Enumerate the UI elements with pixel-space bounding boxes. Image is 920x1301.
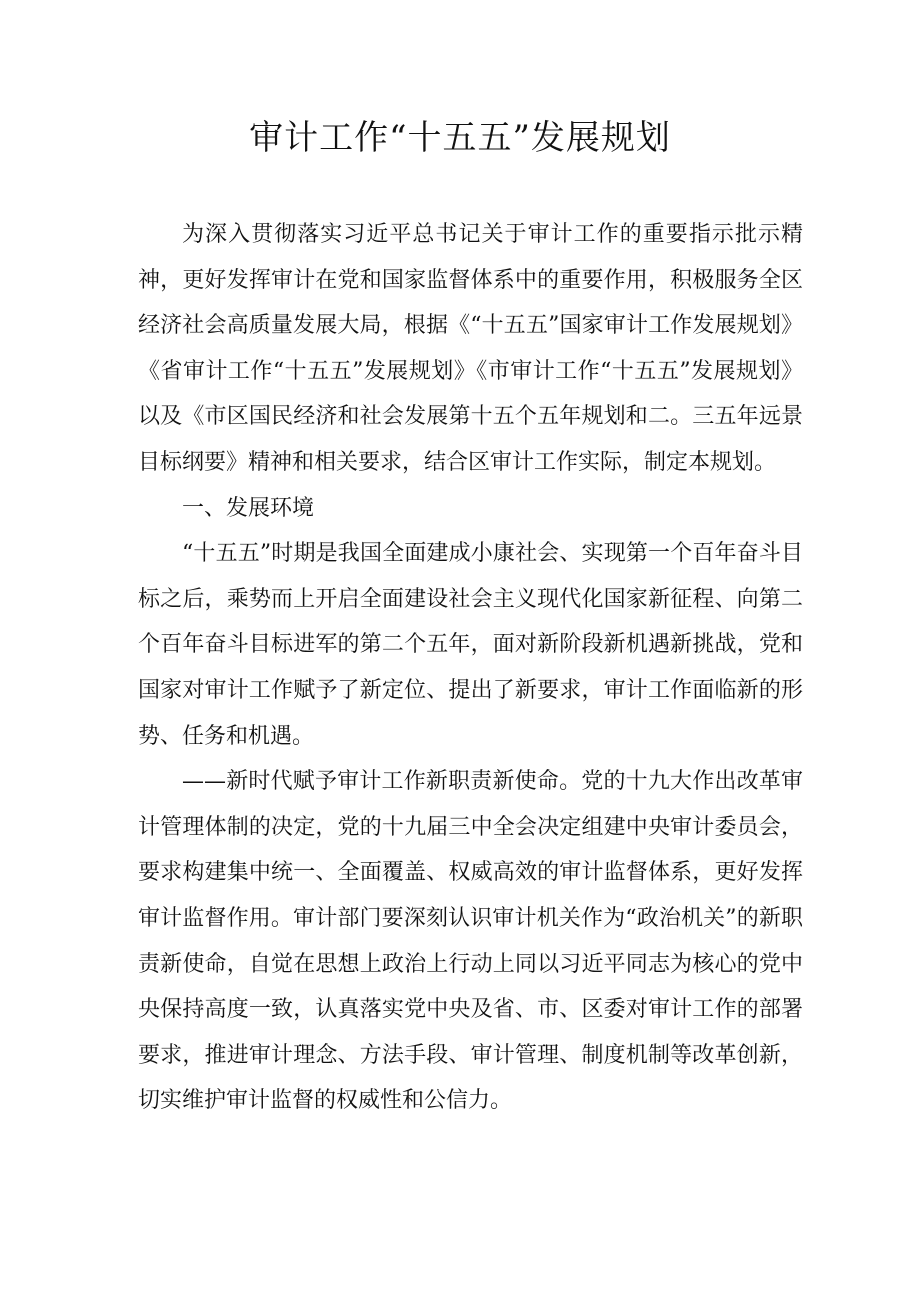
intro-paragraph: 为深入贯彻落实习近平总书记关于审计工作的重要指示批示精神，更好发挥审计在党和国家监督体系中的重要作用，积极服务全区经济社会高质量发展大局，根据《“十五五”国家审计工作发展规划》《省审计工作“十五五”发展规划》《市审计工作“十五五”发展规划》以及《市区国民经济和社会发展第十五个五年规划和二。三五年远景目标纲要》精神和相关要求，结合区审计工作实际，制定本规划。 bbox=[138, 222, 803, 475]
section-heading-development-environment: 一、发展环境 bbox=[182, 495, 315, 521]
environment-paragraph: “十五五”时期是我国全面建成小康社会、实现第一个百年奋斗目标之后，乘势而上开启全面建设社会主义现代化国家新征程、向第二个百年奋斗目标进军的第二个五年，面对新阶段新机遇新挑战，党和国家对审计工作赋予了新定位、提出了新要求，审计工作面临新的形势、任务和机遇。 bbox=[138, 541, 803, 749]
document-title: 审计工作“十五五”发展规划 bbox=[249, 118, 671, 158]
new-era-paragraph: ——新时代赋予审计工作新职责新使命。党的十九大作出改革审计管理体制的决定，党的十九届三中全会决定组建中央审计委员会，要求构建集中统一、全面覆盖、权威高效的审计监督体系，更好发挥审计监督作用。审计部门要深刻认识审计机关作为“政治机关”的新职责新使命，自觉在思想上政治上行动上同以习近平同志为核心的党中央保持高度一致，认真落实党中央及省、市、区委对审计工作的部署要求，推进审计理念、方法手段、审计管理、制度机制等改革创新，切实维护审计监督的权威性和公信力。 bbox=[138, 769, 803, 1114]
document-body bbox=[138, 212, 803, 1124]
